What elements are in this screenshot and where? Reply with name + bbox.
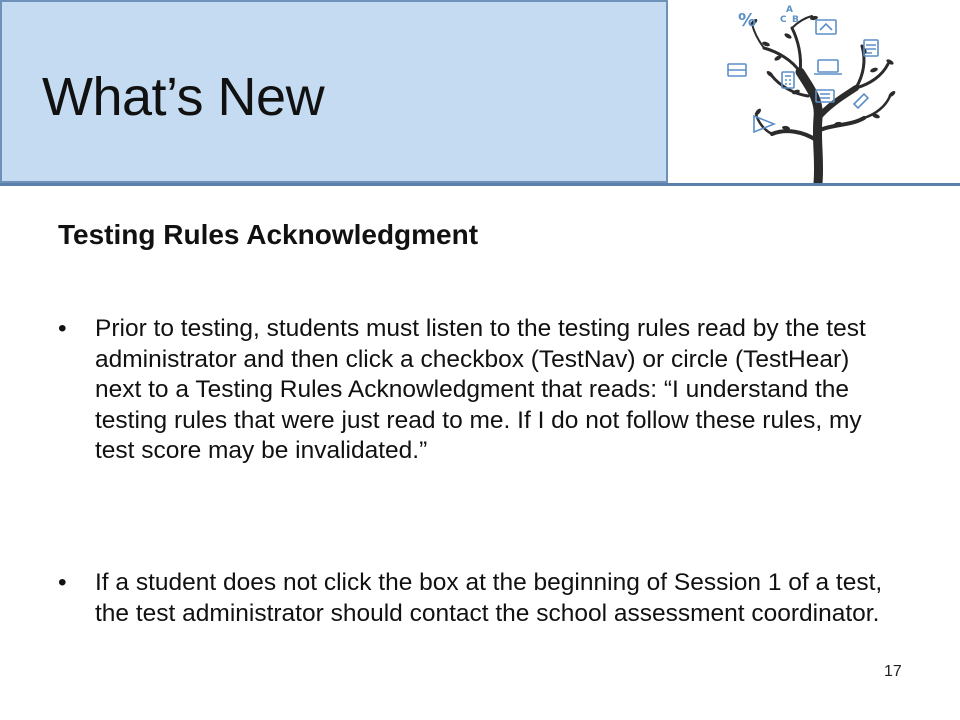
svg-text:%: %	[738, 10, 757, 31]
page-number: 17	[884, 663, 902, 680]
svg-text:C: C	[780, 15, 787, 25]
bullet-marker: •	[58, 315, 67, 342]
bullet-marker: •	[58, 569, 67, 596]
education-tree-icon	[668, 0, 960, 183]
bullet-item	[58, 314, 898, 467]
slide-title: What’s New	[42, 67, 325, 127]
svg-text:B: B	[792, 15, 799, 25]
slide-header	[0, 0, 960, 186]
bullet-text: If a student does not click the box at the beginning of Session 1 of a test, the test administrator should contact the school assessment coordinator.	[95, 569, 883, 627]
svg-text:A: A	[786, 5, 793, 15]
section-heading: Testing Rules Acknowledgment	[58, 219, 479, 250]
bullet-text: Prior to testing, students must listen to the testing rules read by the test administrator and then click a checkbox (TestNav) or circle (TestHear) next to a Testing Rules Acknowledgment that reads: “I understand the testing rules that were just read to me. If I do not follow these rules, my test score may be invalidated.”	[95, 315, 866, 464]
header-graphic-panel	[668, 0, 960, 183]
bullet-item	[58, 568, 898, 629]
